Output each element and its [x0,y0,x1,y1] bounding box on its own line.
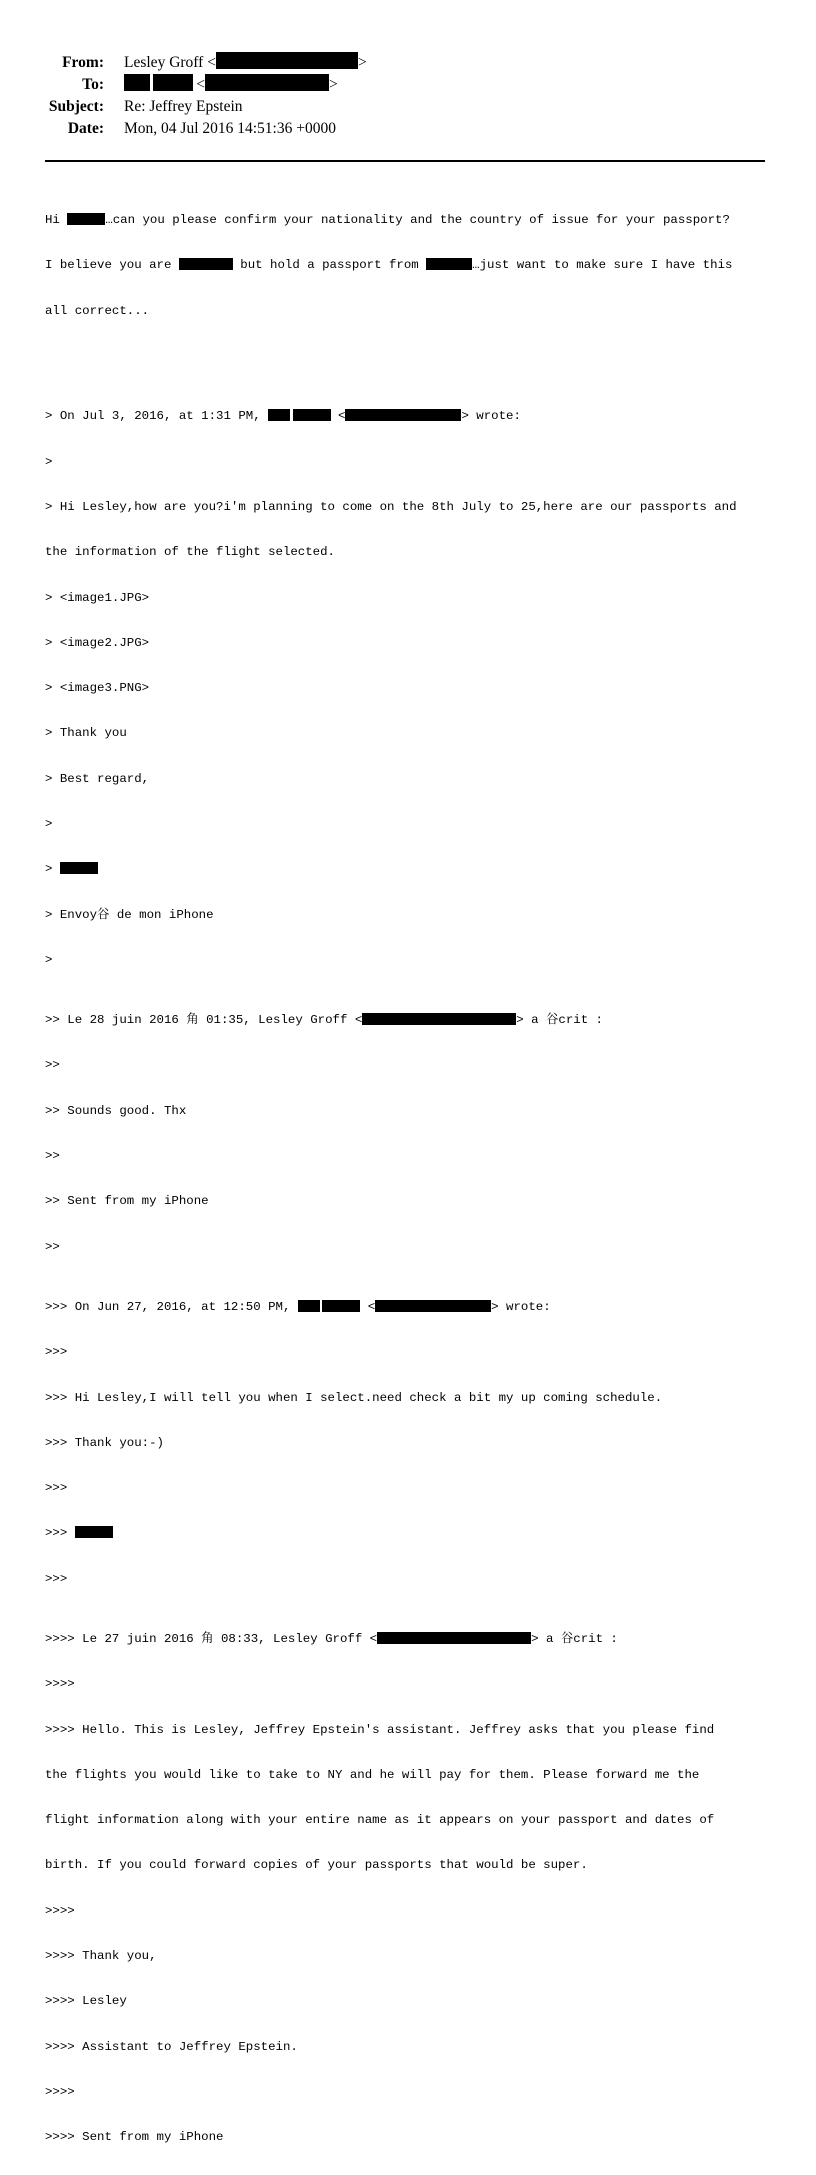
redacted-name [322,1300,360,1312]
quote-line: >>> [45,1481,68,1496]
redacted-nationality [179,258,233,270]
quote-line: >>>> Thank you, [45,1948,157,1963]
quote-line: > Hi Lesley,how are you?i'm planning to come on the 8th July to 25,here are our passports and [45,499,737,514]
header-divider [45,160,765,162]
quote-line: >>>> Sent from my iPhone [45,2130,224,2145]
body-line: I believe you are but hold a passport from …just want to make sure I have this [45,258,733,273]
quote-line: flight information along with your entire name as it appears on your passport and dates of [45,1813,715,1828]
quote-line: >>> Hi Lesley,I will tell you when I select.need check a bit my up coming schedule. [45,1390,663,1405]
attachment-line: > <image1.JPG> [45,590,150,605]
quote-line: >>>> Assistant to Jeffrey Epstein. [45,2039,298,2054]
redacted-last-name [153,74,193,91]
subject-label: Subject: [48,98,104,115]
date-label: Date: [67,120,104,137]
redacted-name [75,1526,113,1538]
quote-line: >>>> [45,2084,75,2099]
quote-line: >>> [45,1571,68,1586]
quote-line: >>>> Hello. This is Lesley, Jeffrey Epstein's assistant. Jeffrey asks that you please find [45,1722,715,1737]
quote-line: birth. If you could forward copies of your passports that would be super. [45,1858,588,1873]
redacted-email [205,74,329,91]
quote-line: > [45,454,53,469]
quote-line: the information of the flight selected. [45,545,335,560]
quote-line: > On Jul 3, 2016, at 1:31 PM, < > wrote: [45,409,521,424]
attachment-line: > <image2.JPG> [45,635,150,650]
quote-line: >>> [45,1526,785,1541]
from-value: Lesley Groff < [124,54,216,71]
quote-line: >>>> Lesley [45,1994,127,2009]
date-value: Mon, 04 Jul 2016 14:51:36 +0000 [124,120,336,137]
quote-line: >>> [45,1345,68,1360]
redacted-email [362,1013,516,1025]
quote-line: >> [45,1058,60,1073]
quote-line: >> Sent from my iPhone [45,1194,209,1209]
quote-line: >> Le 28 juin 2016 角 01:35, Lesley Groff < > a 谷crit : [45,1013,603,1028]
quote-line: > Thank you [45,726,127,741]
quote-line: >> [45,1149,60,1163]
quote-line: >>>> [45,1677,75,1692]
from-close: > [357,54,367,71]
redacted-name [268,409,290,421]
quote-line: > [45,952,53,967]
to-close: > [328,76,338,93]
quote-line: >>>> [45,1903,75,1918]
subject-value: Re: Jeffrey Epstein [124,98,243,115]
from-label: From: [62,54,104,71]
quote-line: >> Sounds good. Thx [45,1103,187,1118]
quote-line: > Best regard, [45,771,150,786]
quote-line: >>> On Jun 27, 2016, at 12:50 PM, < > wrote: [45,1299,551,1314]
body-line: all correct... [45,303,150,318]
redacted-name [67,213,105,225]
redacted-email [377,1632,531,1644]
quote-line: the flights you would like to take to NY and he will pay for them. Please forward me the [45,1767,700,1782]
redacted-first-name [124,74,150,91]
to-open: < [196,76,205,93]
quote-line: > [45,816,53,831]
email-body [45,183,785,2175]
attachment-line: > <image3.PNG> [45,681,150,696]
quote-line: >>> Thank you:-) [45,1435,164,1450]
redacted-email [216,52,358,69]
quote-line: > Envoy谷 de mon iPhone [45,907,214,922]
quote-line: >>>> Le 27 juin 2016 角 08:33, Lesley Groff < > a 谷crit : [45,1632,618,1646]
redacted-email [375,1300,491,1312]
redacted-name [298,1300,320,1312]
body-line: Hi …can you please confirm your nationality and the country of issue for your passport? [45,213,730,228]
to-label: To: [82,76,104,93]
redacted-name [293,409,331,421]
quote-line: > [45,862,785,877]
redacted-country [426,258,472,270]
redacted-name [60,862,98,874]
quote-line: >> [45,1239,60,1254]
redacted-email [345,409,461,421]
